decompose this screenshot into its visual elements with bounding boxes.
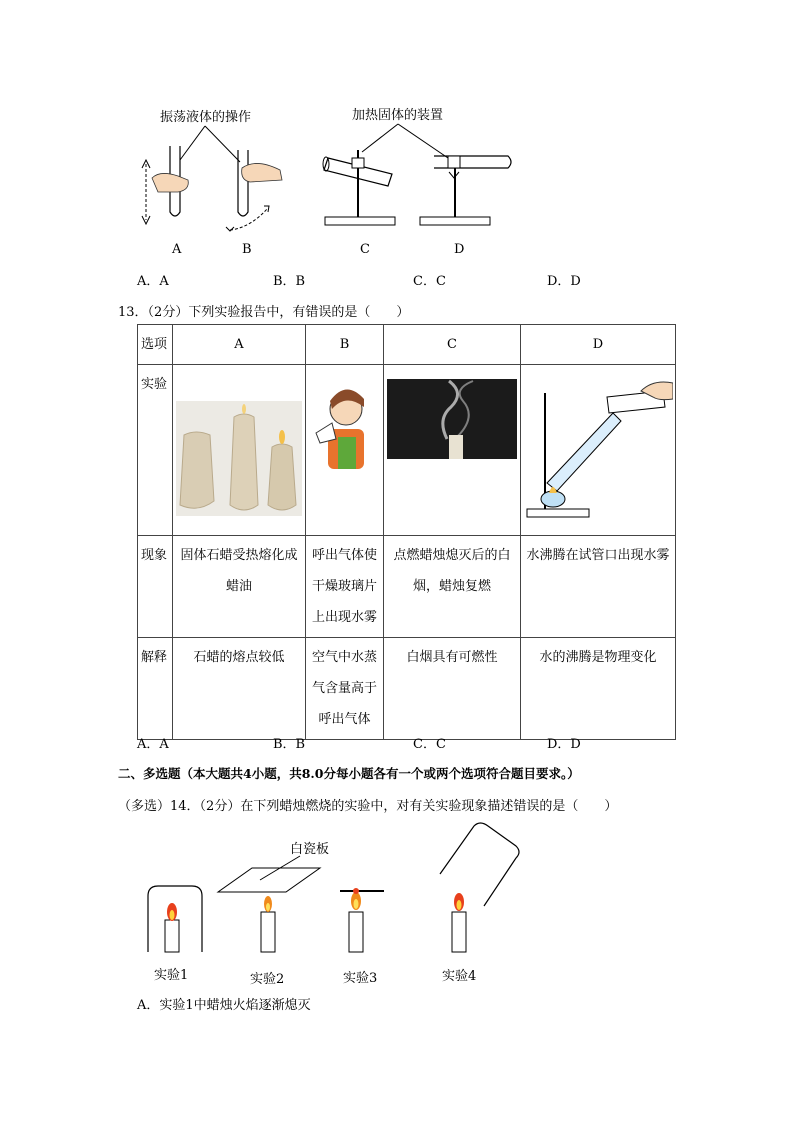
lab-apparatus-drawing — [130, 100, 530, 240]
header-cell: C — [384, 325, 521, 365]
candles-image-cell — [173, 365, 306, 536]
breath-image-cell — [306, 365, 384, 536]
candle-smoke-image — [387, 379, 517, 459]
table-cell: 固体石蜡受热熔化成蜡油 — [173, 536, 306, 638]
label-white-porcelain-plate: 白瓷板 — [290, 842, 330, 857]
melted-candles-image — [176, 401, 302, 516]
table-cell: 点燃蜡烛熄灭后的白烟，蜡烛复燃 — [384, 536, 521, 638]
section-heading: 二、多选题（本大题共4小题，共8.0分每小题各有一个或两个选项符合题目要求。） — [118, 766, 580, 781]
q13-option-d[interactable]: D．D — [547, 737, 581, 752]
fig-label-a: A — [172, 242, 182, 257]
caption-exp3: 实验3 — [343, 971, 378, 986]
row-label: 实验 — [138, 365, 173, 536]
q13-stem: 13．（2分）下列实验报告中，有错误的是（ ） — [118, 305, 410, 320]
header-cell: B — [306, 325, 384, 365]
candle-experiments-drawing — [140, 820, 540, 960]
q14-option-a[interactable]: A．实验1中蜡烛火焰逐渐熄灭 — [137, 998, 311, 1013]
caption-exp2: 实验2 — [250, 972, 285, 987]
header-cell: 选项 — [138, 325, 173, 365]
q12-option-b[interactable]: B．B — [273, 274, 306, 289]
fig-label-c: C — [360, 242, 370, 257]
header-cell: A — [173, 325, 306, 365]
table-row-explanation — [138, 638, 676, 740]
smoke-image-cell — [384, 365, 521, 536]
q13-option-c[interactable]: C．C — [413, 737, 446, 752]
table-cell: 空气中水蒸气含量高于呼出气体 — [306, 638, 384, 740]
girl-breathing-image — [310, 373, 380, 483]
table-cell: 呼出气体使干燥玻璃片上出现水雾 — [306, 536, 384, 638]
table-header-row — [138, 325, 676, 365]
boiling-image-cell — [521, 365, 676, 536]
q12-option-d[interactable]: D．D — [547, 274, 581, 289]
q13-option-b[interactable]: B．B — [273, 737, 306, 752]
table-cell: 水沸腾在试管口出现水雾 — [521, 536, 676, 638]
label-heat-solid: 加热固体的装置 — [352, 108, 444, 123]
fig-label-d: D — [454, 242, 465, 257]
caption-exp4: 实验4 — [442, 969, 477, 984]
caption-exp1: 实验1 — [154, 968, 189, 983]
q13-option-a[interactable]: A．A — [137, 737, 169, 752]
q14-figure — [140, 820, 540, 990]
q12-option-c[interactable]: C．C — [413, 274, 446, 289]
table-row-phenomenon — [138, 536, 676, 638]
fig-label-b: B — [242, 242, 252, 257]
q12-figure — [130, 100, 530, 265]
row-label: 现象 — [138, 536, 173, 638]
label-shake-liquid: 振荡液体的操作 — [160, 110, 252, 125]
table-row-experiment — [138, 365, 676, 536]
row-label: 解释 — [138, 638, 173, 740]
header-cell: D — [521, 325, 676, 365]
q13-report-table — [137, 324, 676, 740]
table-cell: 白烟具有可燃性 — [384, 638, 521, 740]
q14-stem: （多选）14．（2分）在下列蜡烛燃烧的实验中，对有关实验现象描述错误的是（ ） — [118, 799, 618, 814]
table-cell: 水的沸腾是物理变化 — [521, 638, 676, 740]
table-cell: 石蜡的熔点较低 — [173, 638, 306, 740]
q12-option-a[interactable]: A．A — [137, 274, 169, 289]
boiling-water-apparatus-image — [523, 373, 673, 523]
